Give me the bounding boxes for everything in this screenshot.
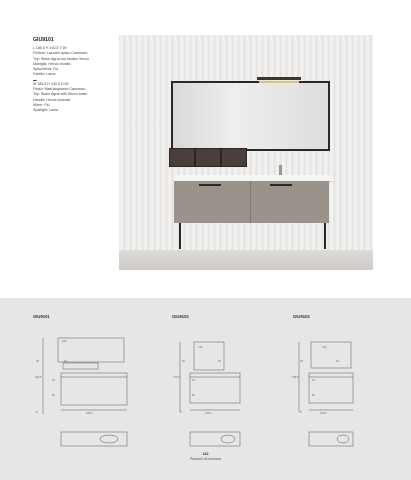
spec-line: Top: Stone Agrìa con lavabo Secco [33,56,89,61]
dimension: 165,5 [205,412,212,415]
mirror [171,81,330,151]
spec-line: Spotlight: Lama [33,108,58,113]
dimension: 8 [300,411,302,414]
drawing-giu9102 [172,328,262,456]
floor [119,250,373,270]
dimension: 50 [52,394,55,397]
product-photo [119,35,373,270]
spec-line: Faretto: Lama [33,72,56,77]
dimension: 63 [218,360,221,363]
dimension: 150,5 [320,412,327,415]
spec-line: L 185,5 H 192,5 T 59 [33,46,67,50]
dimension: 63 [64,360,67,363]
page-footer [0,452,411,462]
lamp-glow [259,80,299,85]
open-box [221,148,247,167]
page-number: 162 [202,452,209,456]
open-box [169,148,195,167]
spec-line: Handle: Hexus bournist [33,97,71,102]
cabinet-leg [179,223,181,249]
dimension: 20 [300,360,303,363]
dimension: 130 [198,346,203,349]
dimension: 8 [36,411,38,414]
dimension: 130 [322,346,327,349]
spec-line: Top: Stone Agria with Secco basin [33,92,88,97]
dimension: 63 [336,360,339,363]
product-spec [33,37,128,114]
dimension: 192,5 [35,376,42,379]
spec-line: W 185,5 H 192,5 D 59 [33,81,69,86]
dimension: 40 [36,360,39,363]
dimension: 185,5 [86,412,93,415]
drawing-label: GIU9102 [172,314,189,319]
dimension: 50 [192,394,195,397]
spec-line: Specchiera: Flù [33,67,58,72]
faucet [279,165,282,175]
spec-line: Mirror: Flù [33,102,50,107]
dimension: 45 [192,379,195,382]
open-box [195,148,221,167]
cabinet-leg [324,223,326,249]
dimension: 172,5 [173,376,180,379]
dimension: 8 [180,411,182,414]
drawer-split [250,181,251,223]
spec-line: Finiture: Laccato opaco Camoscio [33,51,88,56]
drawer-handle [199,184,221,186]
drawing-label: GIU9101 [33,314,50,319]
dimension: 45 [312,379,315,382]
drawing-label: GIU9103 [293,314,310,319]
footer-subtitle: Pannelli di chiusura [189,457,222,461]
dimension: 40 [182,360,185,363]
spec-line: Finish: Matt lacquered Camoscio [33,87,86,92]
drawer-handle [270,184,292,186]
drawing-giu9103 [293,328,373,456]
dimension: 45 [52,379,55,382]
drawing-giu9101 [33,328,133,456]
dimension: 100 [62,340,67,343]
dimension: 155,5 [292,376,299,379]
product-code: GIU9101 [33,37,54,43]
spec-line: Maniglia: Hexus brunito [33,61,71,66]
vanity-cabinet [174,181,329,223]
separator: ▬ [33,77,37,82]
dimension: 50 [312,394,315,397]
